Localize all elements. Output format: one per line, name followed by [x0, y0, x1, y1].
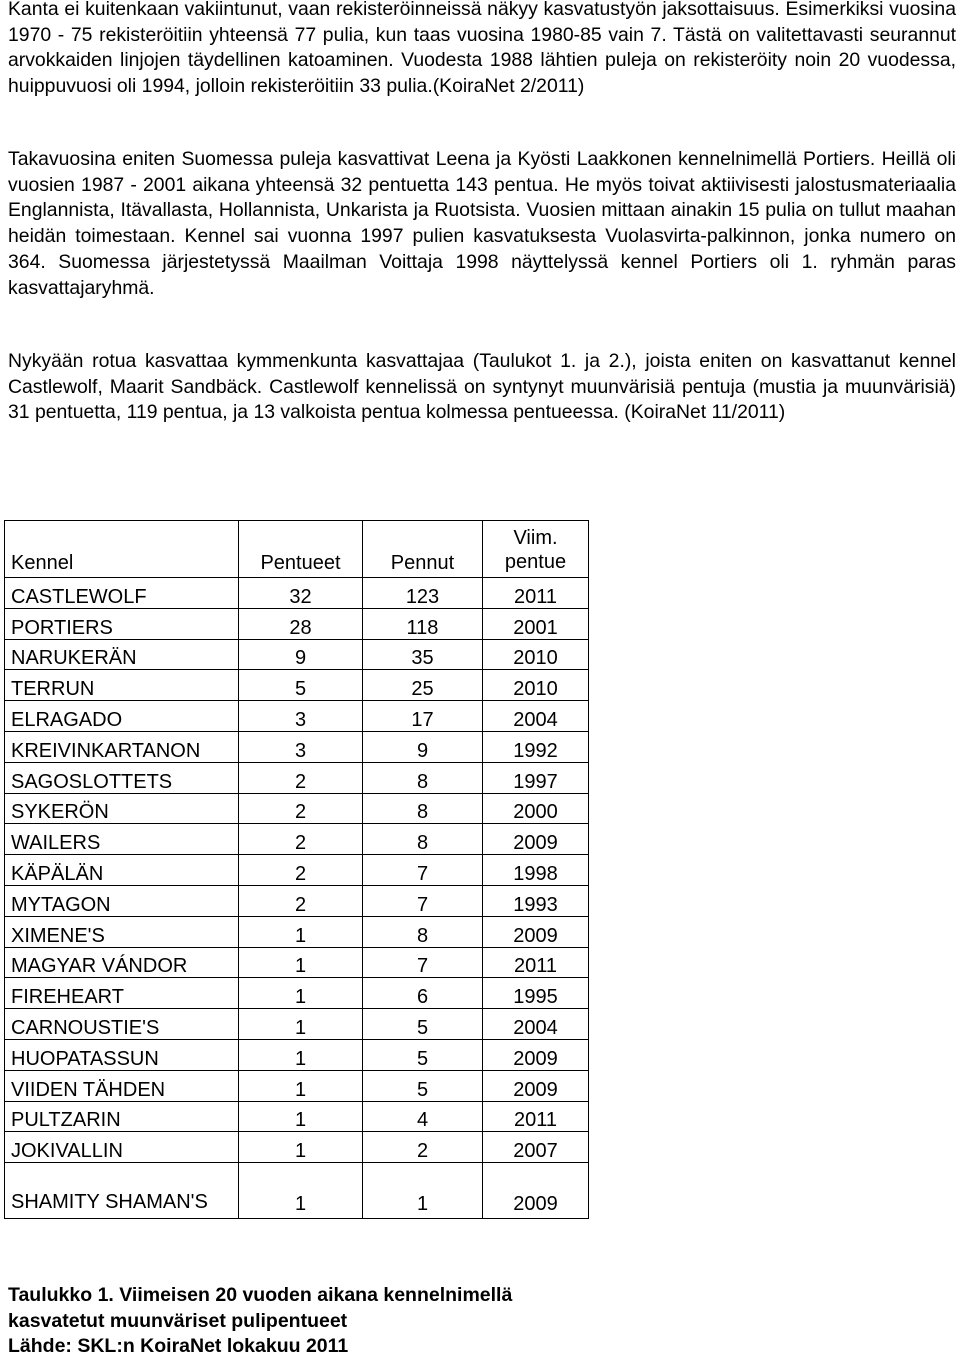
cell-pennut: 9 — [363, 731, 483, 762]
cell-kennel: VIIDEN TÄHDEN — [5, 1070, 239, 1101]
table-row — [5, 1132, 589, 1163]
cell-pennut: 6 — [363, 978, 483, 1009]
paragraph-current-breeders: Nykyään rotua kasvattaa kymmenkunta kasvattajaa (Taulukot 1. ja 2.), joista eniten on kasvattanut kennel Castlewolf, Maarit Sandbäck. Castlewolf kennelissä on syntynyt muunvärisiä pentuja (mustia ja muunvärisiä) 31 pentuetta, 119 pentua, ja 13 valkoista pentua kolmessa pentueessa. (KoiraNet 11/2011) — [8, 350, 956, 424]
cell-kennel: TERRUN — [5, 670, 239, 701]
table-row — [5, 578, 589, 609]
cell-pentueet: 2 — [239, 824, 363, 855]
cell-kennel: PULTZARIN — [5, 1101, 239, 1132]
cell-viim-pentue: 2009 — [483, 1039, 589, 1070]
table-row — [5, 1163, 589, 1219]
table-row — [5, 639, 589, 670]
cell-viim-pentue: 2010 — [483, 670, 589, 701]
cell-pentueet: 2 — [239, 885, 363, 916]
cell-pentueet: 9 — [239, 639, 363, 670]
cell-viim-pentue: 2009 — [483, 1070, 589, 1101]
cell-pennut: 7 — [363, 855, 483, 886]
table-row — [5, 1039, 589, 1070]
cell-kennel: PORTIERS — [5, 608, 239, 639]
table-row — [5, 1070, 589, 1101]
kennel-table — [4, 520, 589, 1219]
cell-kennel: ELRAGADO — [5, 701, 239, 732]
cell-kennel: FIREHEART — [5, 978, 239, 1009]
cell-pennut: 8 — [363, 793, 483, 824]
cell-pennut: 4 — [363, 1101, 483, 1132]
cell-pennut: 5 — [363, 1039, 483, 1070]
cell-pennut: 8 — [363, 916, 483, 947]
cell-pentueet: 1 — [239, 1009, 363, 1040]
cell-viim-pentue: 2011 — [483, 1101, 589, 1132]
cell-kennel: MAGYAR VÁNDOR — [5, 947, 239, 978]
table-row — [5, 1009, 589, 1040]
header-viim-pentue: Viim. pentue — [483, 521, 589, 578]
table-row — [5, 1101, 589, 1132]
cell-kennel: MYTAGON — [5, 885, 239, 916]
cell-pennut: 1 — [363, 1163, 483, 1219]
cell-viim-pentue: 1993 — [483, 885, 589, 916]
cell-viim-pentue: 2004 — [483, 1009, 589, 1040]
cell-kennel: SAGOSLOTTETS — [5, 762, 239, 793]
cell-pentueet: 1 — [239, 978, 363, 1009]
cell-viim-pentue: 2009 — [483, 1163, 589, 1219]
cell-kennel: HUOPATASSUN — [5, 1039, 239, 1070]
cell-pennut: 17 — [363, 701, 483, 732]
table-row — [5, 978, 589, 1009]
header-kennel: Kennel — [5, 521, 239, 578]
cell-viim-pentue: 2000 — [483, 793, 589, 824]
cell-pennut: 7 — [363, 885, 483, 916]
cell-pentueet: 1 — [239, 947, 363, 978]
cell-pentueet: 1 — [239, 1163, 363, 1219]
table-row — [5, 793, 589, 824]
cell-pennut: 118 — [363, 608, 483, 639]
table-row — [5, 885, 589, 916]
table-row — [5, 608, 589, 639]
caption-subtitle: kasvatetut muunväriset pulipentueet — [8, 1309, 348, 1332]
cell-pentueet: 3 — [239, 731, 363, 762]
cell-pennut: 8 — [363, 824, 483, 855]
cell-viim-pentue: 2011 — [483, 578, 589, 609]
header-pentueet: Pentueet — [239, 521, 363, 578]
cell-viim-pentue: 2009 — [483, 824, 589, 855]
table-row — [5, 947, 589, 978]
cell-pentueet: 28 — [239, 608, 363, 639]
cell-pennut: 7 — [363, 947, 483, 978]
cell-kennel: SYKERÖN — [5, 793, 239, 824]
table-row — [5, 916, 589, 947]
caption-source: Lähde: SKL:n KoiraNet lokakuu 2011 — [8, 1335, 349, 1357]
table-header-row — [5, 521, 589, 578]
cell-pentueet: 1 — [239, 916, 363, 947]
cell-pennut: 25 — [363, 670, 483, 701]
header-pennut: Pennut — [363, 521, 483, 578]
cell-kennel: SHAMITY SHAMAN'S — [5, 1163, 239, 1219]
cell-kennel: KREIVINKARTANON — [5, 731, 239, 762]
cell-pentueet: 2 — [239, 793, 363, 824]
cell-kennel: CARNOUSTIE'S — [5, 1009, 239, 1040]
paragraph-portiers-kennel: Takavuosina eniten Suomessa puleja kasvattivat Leena ja Kyösti Laakkonen kennelnimellä Portiers. Heillä oli vuosien 1987 - 2001 aikana yhteensä 32 pentuetta 143 pentua. He myös toivat aktiivisesti jalostusmateriaalia Englannista, Itävallasta, Hollannista, Unkarista ja Ruotsista. Vuosien mittaan ainakin 15 pulia on tullut maahan heidän toimestaan. Kennel sai vuonna 1997 pulien kasvatuksesta Vuolasvirta-palkinnon, jonka numero on 364. Suomessa järjestetyssä Maailman Voittaja 1998 näyttelyssä kennel Portiers oli 1. ryhmän paras kasvattajaryhmä. — [8, 148, 956, 299]
cell-kennel: NARUKERÄN — [5, 639, 239, 670]
table-row — [5, 855, 589, 886]
cell-pentueet: 3 — [239, 701, 363, 732]
cell-viim-pentue: 2009 — [483, 916, 589, 947]
cell-pennut: 123 — [363, 578, 483, 609]
cell-pentueet: 5 — [239, 670, 363, 701]
paragraph-registration-history: Kanta ei kuitenkaan vakiintunut, vaan rekisteröinneissä näkyy kasvatustyön jaksottaisuus. Esimerkiksi vuosina 1970 - 75 rekisteröitiin yhteensä 77 pulia, kun taas vuosina 1980-85 vain 7. Tästä on valitettavasti seurannut arvokkaiden linjojen täydellinen katoaminen. Vuodesta 1988 lähtien puleja on rekisteröity noin 20 vuodessa, huippuvuosi oli 1994, jolloin rekisteröitiin 33 pulia.(KoiraNet 2/2011) — [8, 0, 956, 98]
cell-pennut: 5 — [363, 1009, 483, 1040]
cell-kennel: WAILERS — [5, 824, 239, 855]
table-row — [5, 701, 589, 732]
cell-viim-pentue: 2004 — [483, 701, 589, 732]
cell-kennel: CASTLEWOLF — [5, 578, 239, 609]
table-row — [5, 824, 589, 855]
cell-viim-pentue: 1995 — [483, 978, 589, 1009]
cell-pennut: 5 — [363, 1070, 483, 1101]
cell-pentueet: 1 — [239, 1070, 363, 1101]
cell-kennel: XIMENE'S — [5, 916, 239, 947]
cell-pentueet: 2 — [239, 855, 363, 886]
cell-viim-pentue: 2010 — [483, 639, 589, 670]
cell-kennel: KÄPÄLÄN — [5, 855, 239, 886]
table-row — [5, 762, 589, 793]
cell-pentueet: 1 — [239, 1132, 363, 1163]
cell-viim-pentue: 2007 — [483, 1132, 589, 1163]
cell-pennut: 2 — [363, 1132, 483, 1163]
table-row — [5, 670, 589, 701]
cell-kennel: JOKIVALLIN — [5, 1132, 239, 1163]
caption-title: Taulukko 1. Viimeisen 20 vuoden aikana kennelnimellä — [8, 1284, 513, 1306]
cell-pennut: 35 — [363, 639, 483, 670]
cell-pentueet: 1 — [239, 1101, 363, 1132]
table-row — [5, 731, 589, 762]
table-caption — [8, 1283, 512, 1360]
cell-viim-pentue: 1992 — [483, 731, 589, 762]
cell-viim-pentue: 1997 — [483, 762, 589, 793]
cell-viim-pentue: 1998 — [483, 855, 589, 886]
cell-viim-pentue: 2001 — [483, 608, 589, 639]
cell-pennut: 8 — [363, 762, 483, 793]
cell-pentueet: 32 — [239, 578, 363, 609]
cell-pentueet: 2 — [239, 762, 363, 793]
cell-viim-pentue: 2011 — [483, 947, 589, 978]
cell-pentueet: 1 — [239, 1039, 363, 1070]
